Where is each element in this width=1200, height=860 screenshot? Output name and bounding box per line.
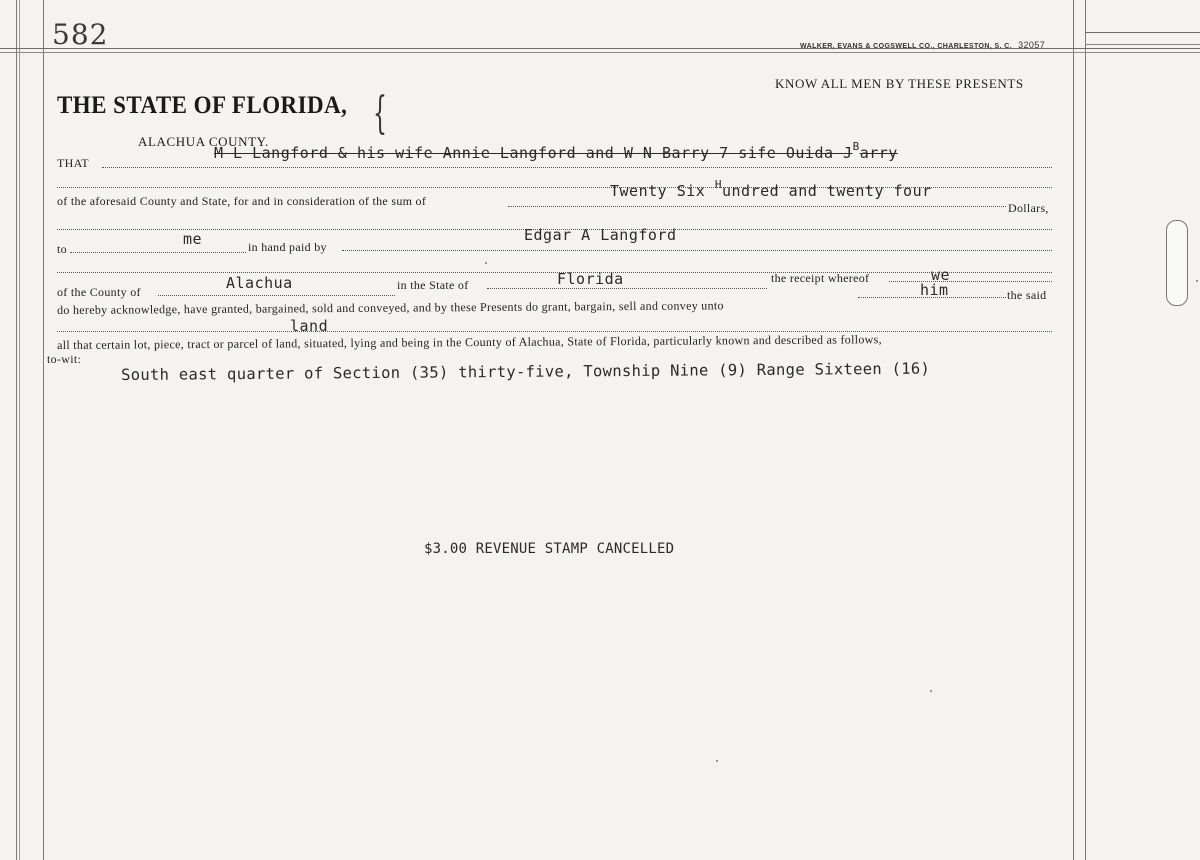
grantors-text <box>214 140 898 162</box>
sum-part-a: Twenty Six <box>610 182 706 200</box>
binder-punch-hole <box>1166 220 1188 306</box>
scan-speck <box>1196 280 1198 282</box>
property-line <box>57 331 1052 332</box>
sum-correction: H <box>714 178 722 191</box>
recipient-line <box>70 252 246 253</box>
property-type-value: land <box>290 317 329 335</box>
grantee-state-value: Florida <box>557 270 624 288</box>
recipient-value: me <box>183 230 203 248</box>
side-header-rule-2 <box>1085 44 1200 45</box>
know-all-heading: KNOW ALL MEN BY THESE PRESENTS <box>775 76 1024 91</box>
grantee-value: Edgar A Langford <box>524 226 677 244</box>
grantors-correction: B <box>852 140 860 153</box>
the-said-label: the said <box>1007 288 1047 302</box>
printer-imprint <box>800 40 1045 50</box>
form-code: 32057 <box>1018 40 1046 50</box>
dollars-label: Dollars, <box>1008 201 1049 215</box>
header-rule-double <box>0 52 1200 53</box>
grantors-names: M L Langford & his wife Annie Langford and W N Barry 7 sife Ouida J <box>214 144 853 162</box>
grantee-county-value: Alachua <box>226 274 293 292</box>
grant-clause: do hereby acknowledge, have granted, bargained, sold and conveyed, and by these Presents do grant, bargain, sell and convey unto <box>57 298 724 317</box>
grantee-state-line <box>487 288 767 289</box>
blank-line-3 <box>57 272 1052 273</box>
to-label: to <box>57 242 67 256</box>
grantors-line <box>102 167 1052 168</box>
scan-speck <box>485 262 487 264</box>
right-margin-rule-outer <box>1085 0 1086 860</box>
left-text-rule <box>43 0 44 860</box>
county-of-label: of the County of <box>57 285 141 299</box>
acknowledger-line <box>889 281 1052 282</box>
side-header-rule <box>1085 32 1200 33</box>
scan-speck <box>716 760 718 762</box>
scan-speck <box>930 690 932 692</box>
printer-name: WALKER, EVANS & COGSWELL CO., CHARLESTON, S. C. <box>800 43 1013 50</box>
grantee-county-line <box>158 295 395 296</box>
consideration-label: of the aforesaid County and State, for and in consideration of the sum of <box>57 194 427 208</box>
acknowledger-value: we <box>931 266 951 284</box>
left-margin-rule-inner <box>19 0 20 860</box>
sum-text <box>610 178 932 200</box>
grantors-tail: arry <box>859 144 898 162</box>
revenue-stamp-note: $3.00 REVENUE STAMP CANCELLED <box>424 541 675 557</box>
title-brace: { <box>373 88 387 139</box>
page-number: 582 <box>52 18 109 51</box>
receipt-label: the receipt whereof <box>771 271 870 285</box>
sum-line <box>508 206 1006 207</box>
paid-by-label: in hand paid by <box>248 240 327 254</box>
state-title: THE STATE OF FLORIDA, <box>57 92 348 119</box>
sum-part-b: undred and twenty four <box>721 182 932 200</box>
state-of-label: in the State of <box>397 278 469 292</box>
conveyee-value: him <box>920 281 949 299</box>
that-label: THAT <box>57 156 89 170</box>
county-heading: ALACHUA COUNTY. <box>138 134 269 149</box>
to-wit-label: to-wit: <box>47 352 82 366</box>
right-margin-rule <box>1073 0 1074 860</box>
legal-description: South east quarter of Section (35) thirty-five, Township Nine (9) Range Sixteen (16) <box>121 359 931 384</box>
left-margin-rule <box>16 0 17 860</box>
parcel-clause: all that certain lot, piece, tract or parcel of land, situated, lying and being in the County of Alachua, State of Florida, particularly known and described as follows, <box>57 332 882 352</box>
grantee-line <box>342 250 1052 251</box>
